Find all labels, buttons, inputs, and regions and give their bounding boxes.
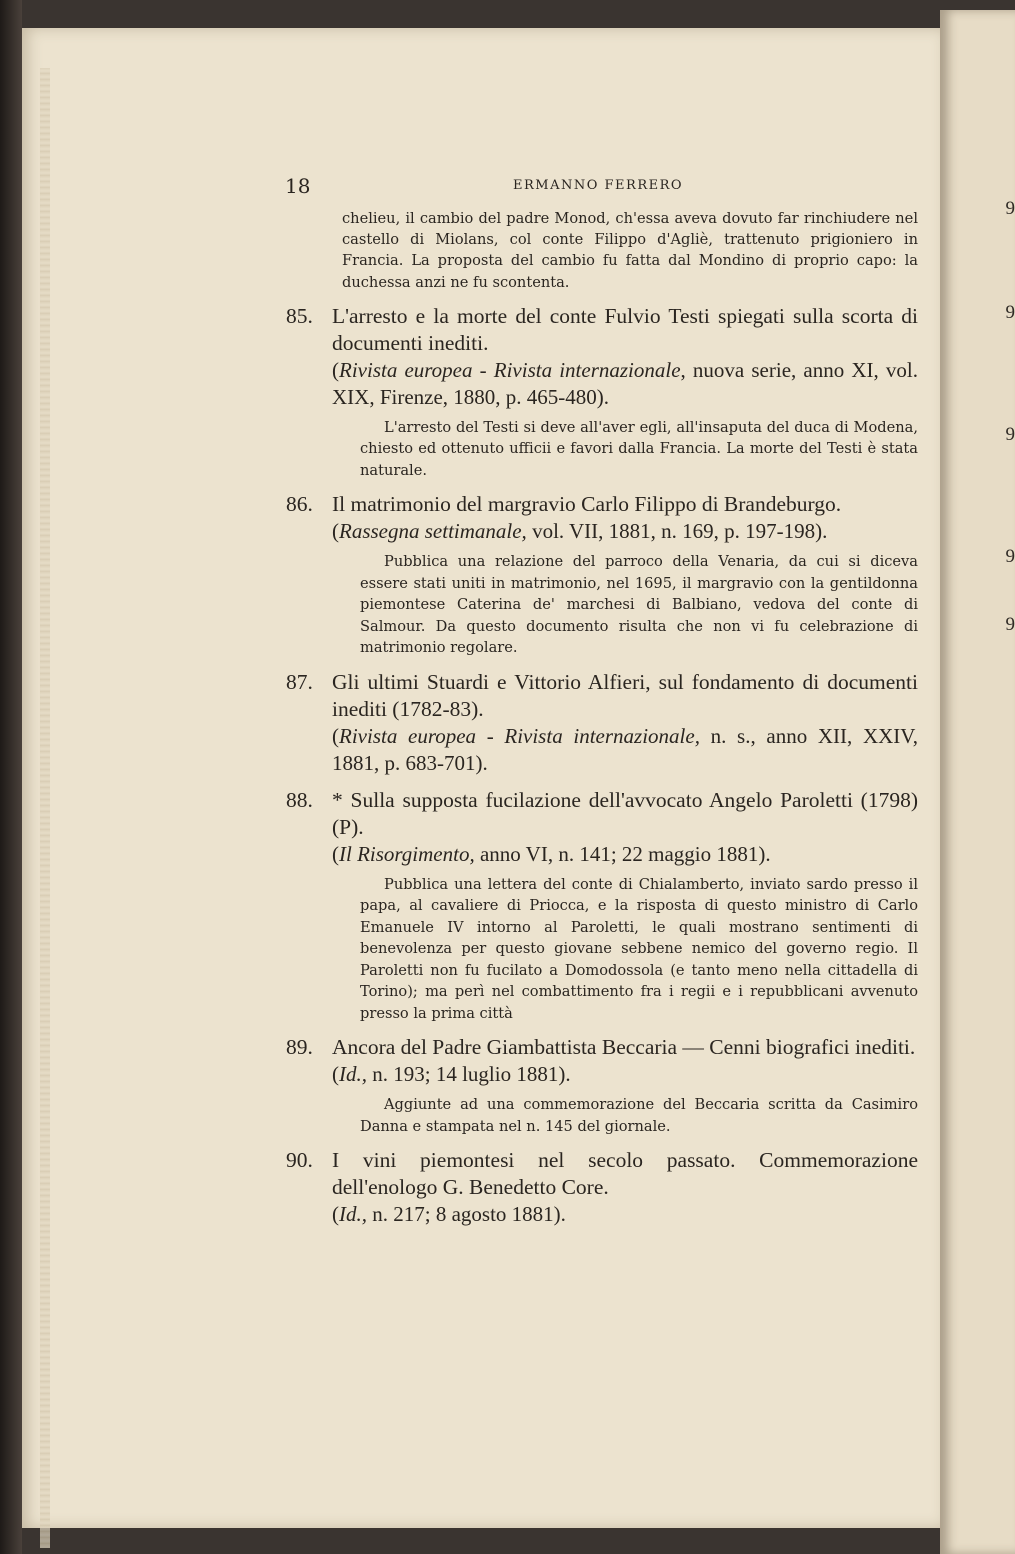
entry-note: Pubblica una relazione del parroco della Venaria, da cui si diceva essere stati uniti in matrimonio, nel 1695, il margravio con la gentildonna piemontese Caterina de' marchesi di Balbiano, vedova del conte di Salmour. Da questo documento risulta che non vi fu celebrazione di matrimonio regolare. [360, 553, 918, 657]
bibliography-entry [286, 787, 918, 1025]
facing-page-digit: 9 [1005, 546, 1015, 567]
entry-note: Aggiunte ad una commemorazione del Beccaria scritta da Casimiro Danna e stampata nel n. 145 del giornale. [360, 1096, 918, 1135]
page-header [285, 174, 695, 204]
entry-title: 88. * Sulla supposta fucilazione dell'avvocato Angelo Paroletti (1798) (P). [286, 787, 918, 839]
entry-number: 90. [286, 1148, 313, 1173]
entry-number: 88. [286, 787, 313, 812]
page-body [286, 208, 918, 1228]
entry-number: 89. [286, 1035, 313, 1060]
facing-page-digit: 9 [1005, 424, 1015, 445]
entry-title: 87. Gli ultimi Stuardi e Vittorio Alfieri, sul fondamento di documenti inediti (1782-83). [286, 669, 918, 721]
entry-source: (Rivista europea - Rivista internazionale, nuova serie, anno XI, vol. XIX, Firenze, 1880, p. 465-480). [332, 357, 918, 409]
entry-source: (Rivista europea - Rivista internazionale, n. s., anno XII, XXIV, 1881, p. 683-701). [332, 723, 918, 775]
facing-page-digit: 9 [1005, 614, 1015, 635]
running-title: ERMANNO FERRERO [513, 178, 684, 193]
facing-page-digit: 9 [1005, 198, 1015, 219]
bibliography-entry [286, 669, 918, 777]
entry-source: (Il Risorgimento, anno VI, n. 141; 22 maggio 1881). [332, 841, 771, 866]
entry-source: (Id., n. 193; 14 luglio 1881). [332, 1062, 571, 1087]
facing-page-digit: 9 [1005, 302, 1015, 323]
entry-title: 90. I vini piemontesi nel secolo passato. Commemorazione dell'enologo G. Benedetto Core. [286, 1148, 918, 1200]
entry-note: L'arresto del Testi si deve all'aver egli, all'insaputa del duca di Modena, chiesto ed ottenuto ufficii e favori dalla Francia. La morte del Testi è stata naturale. [360, 418, 918, 479]
bibliography-entry [286, 491, 918, 659]
scanner-frame [0, 0, 22, 1554]
entry-number: 85. [286, 303, 313, 328]
entry-source: (Rassegna settimanale, vol. VII, 1881, n. 169, p. 197-198). [332, 519, 828, 544]
bibliography-entry [286, 1034, 918, 1137]
continuation-paragraph: chelieu, il cambio del padre Monod, ch'essa aveva dovuto far rinchiudere nel castello di Miolans, col conte Filippo d'Agliè, trattenuto prigioniero in Francia. La proposta del cambio fu fatta dal Mondino di proprio capo: la duchessa anzi ne fu scontenta. [342, 210, 918, 291]
entry-number: 87. [286, 669, 313, 694]
entry-title: 89. Ancora del Padre Giambattista Beccaria — Cenni biografici inediti. [286, 1035, 916, 1060]
facing-page-edge [940, 10, 1015, 1554]
page-edge [40, 68, 50, 1548]
page-number: 18 [285, 174, 311, 198]
bibliography-entry [286, 1147, 918, 1228]
entry-title: 86. Il matrimonio del margravio Carlo Filippo di Brandeburgo. [286, 492, 842, 517]
entry-source: (Id., n. 217; 8 agosto 1881). [332, 1202, 566, 1227]
entry-note: Pubblica una lettera del conte di Chialamberto, inviato sardo presso il papa, al cavaliere di Priocca, e la risposta di questo ministro di Carlo Emanuele IV intorno al Paroletti, le quali mostrano sentimenti di benevolenza per questo giovane sebbene nemico del governo regio. Il Paroletti non fu fucilato a Domodossola (e tanto meno nella cittadella di Torino); ma perì nel combattimento fra i regii e i repubblicani avvenuto presso la prima città [360, 875, 918, 1022]
bibliography-entry [286, 303, 918, 482]
entry-number: 86. [286, 492, 313, 517]
entry-title: 85. L'arresto e la morte del conte Fulvio Testi spiegati sulla scorta di documenti inediti. [286, 303, 918, 355]
